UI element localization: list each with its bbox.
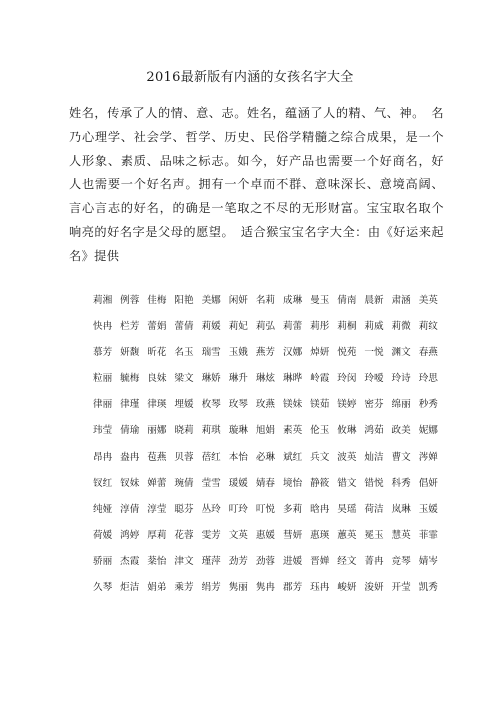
name-item: 凯秀 bbox=[418, 582, 438, 594]
name-item: 玲思 bbox=[418, 373, 438, 385]
name-item: 莉妃 bbox=[228, 321, 248, 333]
name-item: 妮娜 bbox=[418, 425, 438, 437]
name-item: 晓莉 bbox=[174, 425, 194, 437]
name-item: 婧春 bbox=[255, 477, 276, 489]
name-item: 久琴 bbox=[93, 582, 113, 594]
name-row bbox=[93, 555, 438, 581]
name-item: 玲闵 bbox=[337, 373, 357, 385]
name-item: 素英 bbox=[282, 425, 303, 437]
name-item: 玲嗳 bbox=[364, 373, 384, 385]
name-item: 菲霏 bbox=[418, 529, 438, 541]
name-item: 莉湘 bbox=[93, 295, 113, 306]
name-row bbox=[93, 477, 438, 503]
name-item: 多莉 bbox=[282, 503, 303, 515]
name-item: 婧岑 bbox=[418, 555, 438, 567]
name-item: 兵文 bbox=[310, 451, 330, 463]
name-item: 快冉 bbox=[93, 321, 113, 333]
name-item: 斌红 bbox=[282, 451, 303, 463]
name-item: 璇琳 bbox=[228, 425, 248, 437]
name-item: 静筱 bbox=[310, 477, 330, 489]
name-item: 峻妍 bbox=[337, 582, 357, 594]
name-item: 珏冉 bbox=[310, 582, 330, 594]
name-item: 攸琳 bbox=[337, 425, 357, 437]
name-item: 昊瑶 bbox=[337, 503, 357, 515]
name-item: 莉琪 bbox=[201, 425, 221, 437]
name-item: 汉娜 bbox=[282, 347, 303, 359]
name-item: 冕玉 bbox=[364, 529, 384, 541]
name-item: 镁婷 bbox=[337, 399, 357, 411]
name-item: 玉娥 bbox=[228, 347, 248, 359]
name-item: 贝蓉 bbox=[174, 451, 194, 463]
name-row bbox=[93, 529, 438, 555]
name-item: 倩瑜 bbox=[120, 425, 140, 437]
name-item: 境怡 bbox=[282, 477, 303, 489]
name-item: 进媛 bbox=[282, 555, 303, 567]
name-item: 伦玉 bbox=[310, 425, 330, 437]
name-item: 律丽 bbox=[93, 399, 113, 411]
name-item: 隽冉 bbox=[255, 582, 276, 594]
name-row bbox=[93, 503, 438, 529]
name-item: 闲妍 bbox=[228, 295, 248, 306]
intro-text: 姓名，传承了人的情、意、志。姓名，蕴涵了人的精、气、神。 名乃心理学、社会学、哲学、历史、民俗学精髓之综合成果，是一个人形象、素质、品味之标志。如今，好产品也需要一个好商名，好人也需要一个好名声。拥有一个卓而不群、意味深长、意境高阔、言心言志的好名，的确是一笔取之不尽的无形财富。宝宝取名取个响亮的好名字是父母的愿望。 适合猴宝宝名字大全：由《好运来起名》提供 bbox=[69, 106, 444, 263]
name-item: 昕花 bbox=[147, 347, 167, 359]
name-item: 波英 bbox=[337, 451, 357, 463]
name-item: 肃涵 bbox=[391, 295, 411, 306]
name-item: 莉纹 bbox=[418, 321, 438, 333]
name-item: 绵丽 bbox=[391, 399, 411, 411]
name-item: 开莹 bbox=[391, 582, 411, 594]
name-item: 玫琴 bbox=[228, 399, 248, 411]
name-item: 丽娜 bbox=[147, 425, 167, 437]
name-item: 岚琳 bbox=[391, 503, 411, 515]
name-item: 菁冉 bbox=[364, 555, 384, 567]
name-item: 晋婵 bbox=[310, 555, 330, 567]
name-item: 蕾倩 bbox=[174, 321, 194, 333]
name-item: 竞琴 bbox=[391, 555, 411, 567]
name-item: 晨新 bbox=[364, 295, 384, 306]
document-title: 2016最新版有内涵的女孩名字大全 bbox=[146, 70, 354, 85]
name-item: 枚琴 bbox=[201, 399, 221, 411]
name-item: 骄丽 bbox=[93, 555, 113, 567]
name-item: 燕芳 bbox=[255, 347, 276, 359]
names-grid bbox=[93, 294, 438, 607]
name-item: 叮悦 bbox=[255, 503, 276, 515]
name-row bbox=[93, 320, 438, 346]
name-item: 鸿茹 bbox=[364, 425, 384, 437]
name-item: 律瑛 bbox=[147, 399, 167, 411]
name-item: 厚莉 bbox=[147, 529, 167, 541]
name-item: 玉媛 bbox=[418, 503, 438, 515]
name-item: 悦苑 bbox=[337, 347, 357, 359]
name-item: 玲诗 bbox=[391, 373, 411, 385]
name-item: 乘芳 bbox=[174, 582, 194, 594]
name-item: 琳晔 bbox=[282, 373, 303, 385]
name-item: 经文 bbox=[337, 555, 357, 567]
name-item: 成琳 bbox=[282, 295, 303, 306]
name-item: 倩南 bbox=[337, 295, 357, 306]
name-item: 瑾萍 bbox=[201, 555, 221, 567]
name-item: 瑗媛 bbox=[228, 477, 248, 489]
name-item: 曹文 bbox=[391, 451, 411, 463]
name-item: 浚妍 bbox=[364, 582, 384, 594]
name-item: 郡芳 bbox=[282, 582, 303, 594]
name-item: 埋媛 bbox=[174, 399, 194, 411]
name-item: 镁妹 bbox=[282, 399, 303, 411]
name-item: 一悦 bbox=[364, 347, 384, 359]
intro-paragraph bbox=[69, 102, 444, 269]
name-item: 绢芳 bbox=[201, 582, 221, 594]
name-item: 名玉 bbox=[174, 347, 194, 359]
name-item: 琳炫 bbox=[255, 373, 276, 385]
name-item: 镁茹 bbox=[310, 399, 330, 411]
name-item: 律瑾 bbox=[120, 399, 140, 411]
name-row bbox=[93, 451, 438, 477]
name-item: 本怡 bbox=[228, 451, 248, 463]
name-item: 阳艳 bbox=[174, 295, 194, 306]
name-item: 蕾娟 bbox=[147, 321, 167, 333]
name-item: 错悦 bbox=[364, 477, 384, 489]
name-item: 莉微 bbox=[391, 321, 411, 333]
name-item: 慧英 bbox=[391, 529, 411, 541]
name-item: 蓓红 bbox=[201, 451, 221, 463]
name-item: 钗红 bbox=[93, 477, 113, 489]
name-item: 蕙英 bbox=[337, 529, 357, 541]
name-item: 玮莹 bbox=[93, 425, 113, 437]
name-item: 错文 bbox=[337, 477, 357, 489]
name-item: 栏芳 bbox=[120, 321, 140, 333]
name-item: 玫燕 bbox=[255, 399, 276, 411]
name-item: 妍馥 bbox=[120, 347, 140, 359]
name-item: 粒丽 bbox=[93, 373, 113, 385]
name-item: 政美 bbox=[391, 425, 411, 437]
name-item: 盎冉 bbox=[120, 451, 140, 463]
name-item: 丛玲 bbox=[201, 503, 221, 515]
name-item: 美娜 bbox=[201, 295, 221, 306]
name-item: 例蓉 bbox=[120, 295, 140, 306]
name-item: 旭娟 bbox=[255, 425, 276, 437]
name-row bbox=[93, 581, 438, 607]
name-item: 焯妍 bbox=[310, 347, 330, 359]
name-item: 科秀 bbox=[391, 477, 411, 489]
name-item: 岭霞 bbox=[310, 373, 330, 385]
name-item: 鸿婷 bbox=[120, 529, 140, 541]
name-item: 棻怡 bbox=[147, 555, 167, 567]
name-item: 佳梅 bbox=[147, 295, 167, 306]
name-item: 莉彤 bbox=[310, 321, 330, 333]
name-item: 梁文 bbox=[174, 373, 194, 385]
name-item: 娟弟 bbox=[147, 582, 167, 594]
name-item: 雯芳 bbox=[201, 529, 221, 541]
name-item: 莉弘 bbox=[255, 321, 276, 333]
name-item: 文英 bbox=[228, 529, 248, 541]
name-item: 婵蕾 bbox=[147, 477, 167, 489]
name-item: 灿洁 bbox=[364, 451, 384, 463]
name-item: 津文 bbox=[174, 555, 194, 567]
name-item: 炬洁 bbox=[120, 582, 140, 594]
name-item: 聪芬 bbox=[174, 503, 194, 515]
name-item: 慕芳 bbox=[93, 347, 113, 359]
name-item: 荷洁 bbox=[364, 503, 384, 515]
name-item: 钗妹 bbox=[120, 477, 140, 489]
name-item: 彗妍 bbox=[282, 529, 303, 541]
name-item: 昂冉 bbox=[93, 451, 113, 463]
name-item: 莹雪 bbox=[201, 477, 221, 489]
name-item: 莉威 bbox=[364, 321, 384, 333]
name-item: 花蓉 bbox=[174, 529, 194, 541]
name-item: 琬倩 bbox=[174, 477, 194, 489]
name-item: 淳倩 bbox=[120, 503, 140, 515]
name-item: 淳莹 bbox=[147, 503, 167, 515]
name-item: 苞燕 bbox=[147, 451, 167, 463]
name-item: 惠媛 bbox=[255, 529, 276, 541]
name-row bbox=[93, 294, 438, 320]
name-item: 荷媛 bbox=[93, 529, 113, 541]
name-item: 琳娇 bbox=[201, 373, 221, 385]
name-item: 莉蕾 bbox=[282, 321, 303, 333]
name-row bbox=[93, 372, 438, 398]
name-row bbox=[93, 424, 438, 450]
name-item: 毓梅 bbox=[120, 373, 140, 385]
name-item: 倡妍 bbox=[418, 477, 438, 489]
name-item: 瑞雪 bbox=[201, 347, 221, 359]
name-item: 劲芳 bbox=[228, 555, 248, 567]
name-item: 春燕 bbox=[418, 347, 438, 359]
name-item: 秒秀 bbox=[418, 399, 438, 411]
name-item: 曼玉 bbox=[310, 295, 330, 306]
name-item: 美英 bbox=[418, 295, 438, 306]
name-item: 必琳 bbox=[255, 451, 276, 463]
name-item: 良妹 bbox=[147, 373, 167, 385]
name-item: 涔婵 bbox=[418, 451, 438, 463]
name-item: 渊文 bbox=[391, 347, 411, 359]
name-item: 琳升 bbox=[228, 373, 248, 385]
name-item: 纯娅 bbox=[93, 503, 113, 515]
name-item: 莉媛 bbox=[201, 321, 221, 333]
name-item: 惠瑛 bbox=[310, 529, 330, 541]
name-item: 莉桐 bbox=[337, 321, 357, 333]
name-item: 叮玲 bbox=[228, 503, 248, 515]
name-item: 隽丽 bbox=[228, 582, 248, 594]
name-item: 劲蓉 bbox=[255, 555, 276, 567]
name-row bbox=[93, 398, 438, 424]
name-item: 名莉 bbox=[255, 295, 276, 306]
name-item: 密芬 bbox=[364, 399, 384, 411]
name-item: 晗冉 bbox=[310, 503, 330, 515]
name-item: 杰霞 bbox=[120, 555, 140, 567]
name-row bbox=[93, 346, 438, 372]
